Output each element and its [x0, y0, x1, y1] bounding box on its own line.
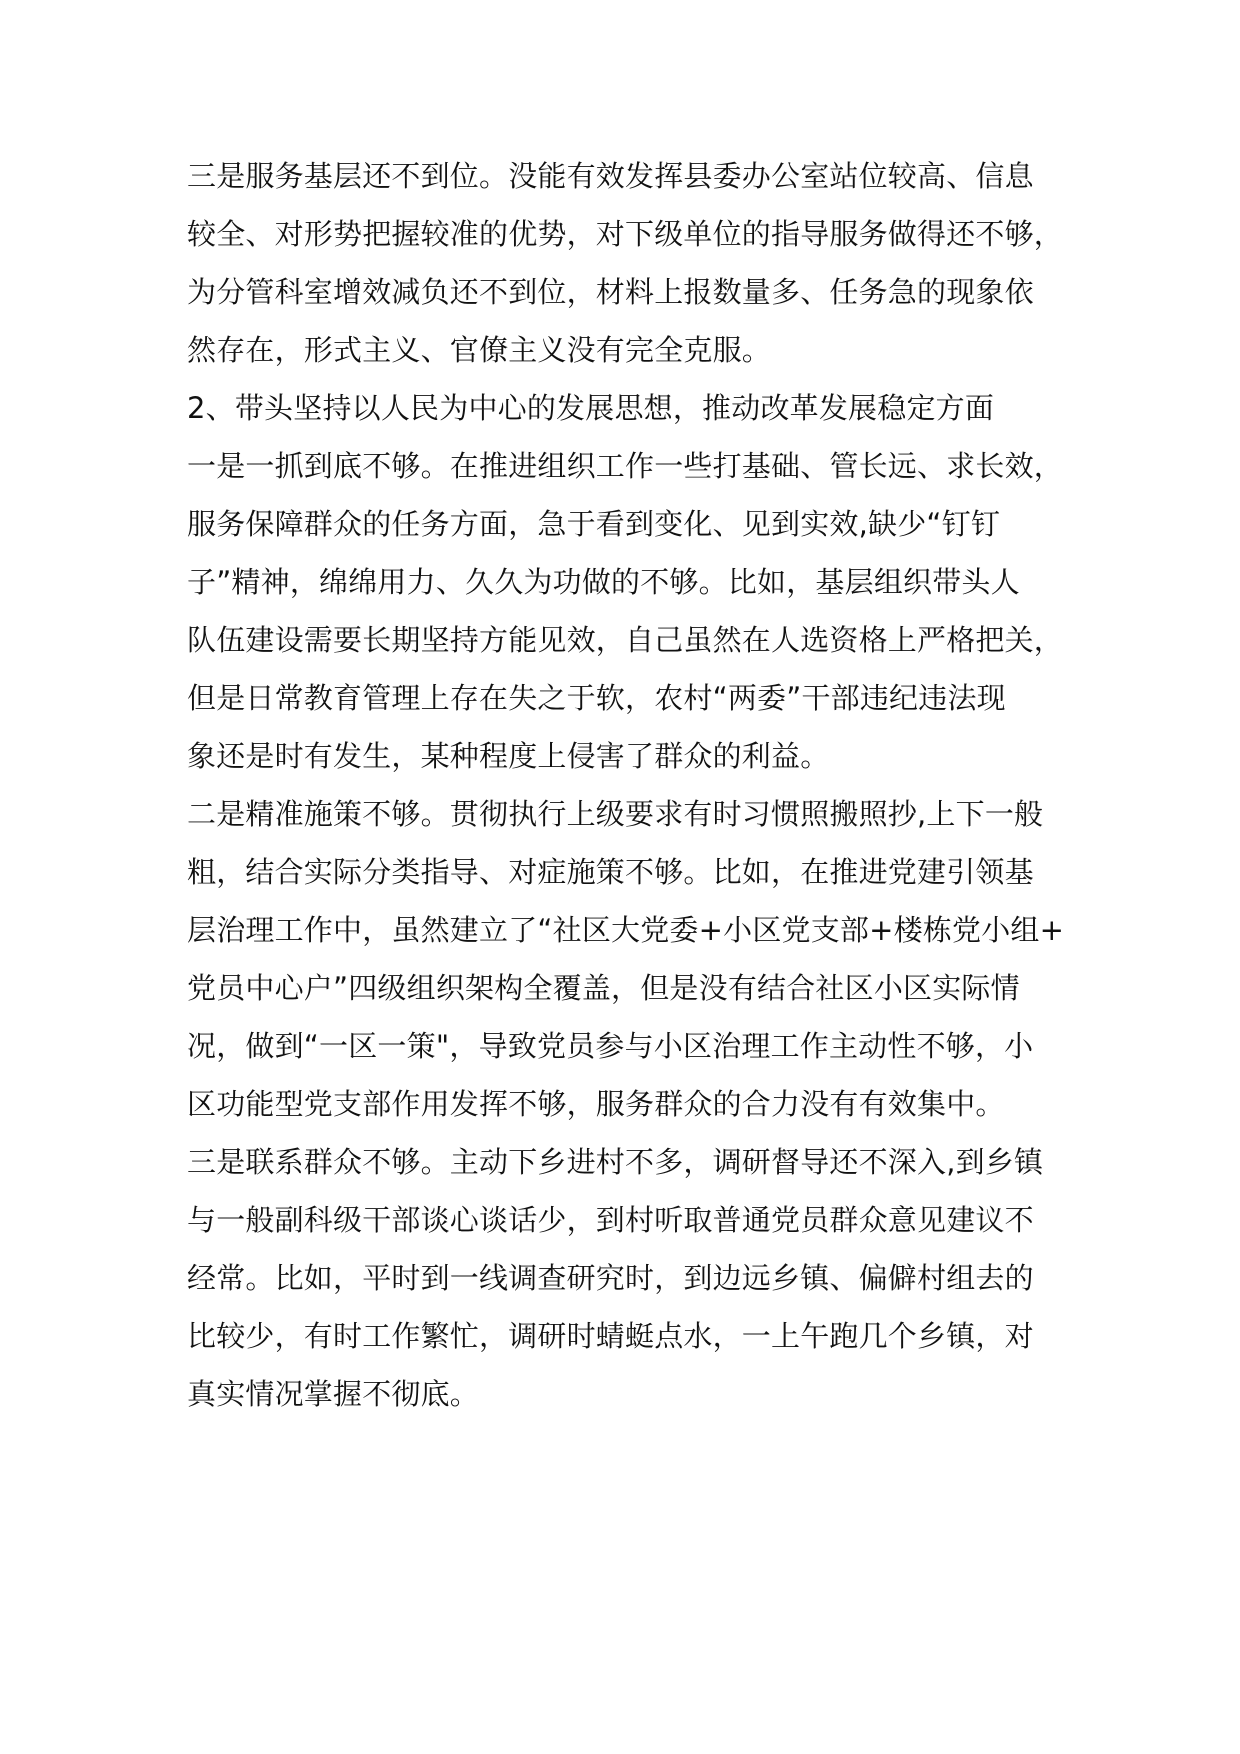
- text-line: 为分管科室增效减负还不到位，材料上报数量多、任务急的现象依: [187, 275, 1034, 309]
- text-line: 二是精准施策不够。贯彻执行上级要求有时习惯照搬照抄,上下一般: [187, 797, 1044, 831]
- text-line: 比较少，有时工作繁忙，调研时蜻蜓点水，一上午跑几个乡镇，对: [187, 1319, 1034, 1353]
- text-line: 一是一抓到底不够。在推进组织工作一些打基础、管长远、求长效，: [187, 449, 1064, 483]
- text-line: 队伍建设需要长期坚持方能见效，自己虽然在人选资格上严格把关，: [187, 623, 1064, 657]
- text-line: 党员中心户”四级组织架构全覆盖，但是没有结合社区小区实际情: [187, 971, 1020, 1005]
- text-line: 然存在，形式主义、官僚主义没有完全克服。: [187, 333, 772, 367]
- text-line: 三是服务基层还不到位。没能有效发挥县委办公室站位较高、信息: [187, 159, 1034, 193]
- text-line: 经常。比如，平时到一线调查研究时，到边远乡镇、偏僻村组去的: [187, 1261, 1034, 1295]
- text-line: 与一般副科级干部谈心谈话少，到村听取普通党员群众意见建议不: [187, 1203, 1034, 1237]
- text-line: 子”精神，绵绵用力、久久为功做的不够。比如，基层组织带头人: [187, 565, 1020, 599]
- text-line: 层治理工作中，虽然建立了“社区大党委+小区党支部+楼栋党小组+: [187, 913, 1065, 947]
- section-heading: 2、带头坚持以人民为中心的发展思想，推动改革发展稳定方面: [187, 391, 995, 425]
- text-line: 况，做到“一区一策"，导致党员参与小区治理工作主动性不够，小: [187, 1029, 1034, 1063]
- text-line: 真实情况掌握不彻底。: [187, 1377, 480, 1411]
- text-line: 区功能型党支部作用发挥不够，服务群众的合力没有有效集中。: [187, 1087, 1005, 1121]
- text-line: 但是日常教育管理上存在失之于软，农村“两委”干部违纪违法现: [187, 681, 1006, 715]
- text-line: 象还是时有发生，某种程度上侵害了群众的利益。: [187, 739, 830, 773]
- text-line: 较全、对形势把握较准的优势，对下级单位的指导服务做得还不够，: [187, 217, 1064, 251]
- text-line: 三是联系群众不够。主动下乡进村不多，调研督导还不深入,到乡镇: [187, 1145, 1044, 1179]
- text-line: 粗，结合实际分类指导、对症施策不够。比如，在推进党建引领基: [187, 855, 1034, 889]
- text-line: 服务保障群众的任务方面，急于看到变化、见到实效,缺少“钉钉: [187, 507, 1001, 541]
